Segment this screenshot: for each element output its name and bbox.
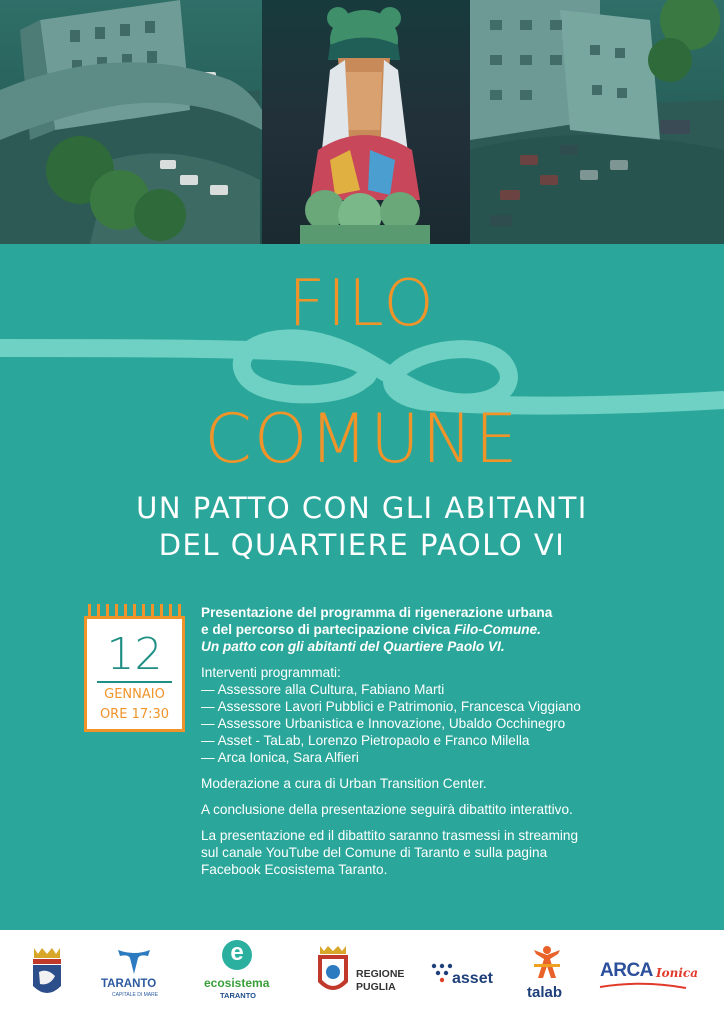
arca-logo-script: Ionica (656, 966, 698, 980)
speaker-item: — Assessore Urbanistica e Innovazione, Ubaldo Occhinegro (201, 716, 566, 731)
calendar-divider (97, 681, 172, 683)
description-line-1: Presentazione del programma di rigenerazione urbana (201, 605, 553, 620)
ecosistema-e-logo: e (222, 940, 252, 970)
title-line-2: COMUNE (204, 400, 520, 479)
event-description (201, 604, 641, 878)
speaker-item: — Assessore Lavori Pubblici e Patrimonio, Francesca Viggiano (201, 699, 581, 714)
description-line-2 (201, 621, 641, 638)
calendar-month: GENNAIO (104, 687, 165, 702)
description-line-2-text: e del percorso di partecipazione civica (201, 622, 455, 637)
regione-logo-line-1: REGIONE (356, 968, 405, 980)
taranto-t-logo (116, 946, 152, 976)
speaker-item: — Asset - TaLab, Lorenzo Pietropaolo e Franco Milella (201, 733, 530, 748)
streaming-line-3: Facebook Ecosistema Taranto. (201, 862, 388, 877)
speaker-item: — Assessore alla Cultura, Fabiano Marti (201, 682, 445, 697)
talab-logo-name: talab (527, 984, 563, 1001)
conclusion-text: A conclusione della presentazione seguirà dibattito interattivo. (201, 802, 573, 817)
calendar-time: ORE 17:30 (99, 707, 170, 722)
calendar-day: 12 (106, 629, 163, 680)
taranto-coat-of-arms-logo (30, 946, 64, 1002)
calendar-date-box (84, 616, 185, 732)
taranto-logo-name: TARANTO (101, 978, 157, 990)
asset-dots-logo (430, 962, 454, 984)
description-line-3: Un patto con gli abitanti del Quartiere Paolo VI. (201, 639, 505, 654)
talab-figure-logo (530, 944, 564, 984)
ecosistema-logo-name: ecosistema (204, 976, 270, 990)
asset-logo-name: asset (452, 970, 493, 987)
moderation-text: Moderazione a cura di Urban Transition Center. (201, 776, 487, 791)
taranto-logo-tagline: CAPITALE DI MARE (112, 992, 159, 998)
regione-puglia-emblem-logo (316, 944, 350, 1000)
regione-logo-line-2: PUGLIA (356, 981, 396, 993)
description-project-name: Filo-Comune. (454, 622, 541, 637)
streaming-line-1: La presentazione ed il dibattito saranno trasmessi in streaming (201, 828, 579, 843)
subtitle-line-1: UN PATTO CON GLI ABITANTI (136, 491, 588, 525)
title-line-1: FILO (288, 267, 436, 341)
subtitle-line-2: DEL QUARTIERE PAOLO VI (158, 528, 566, 562)
speaker-item: — Arca Ionica, Sara Alfieri (201, 750, 359, 765)
header-photo (0, 0, 724, 244)
sponsor-logo-bar (0, 930, 724, 1024)
streaming-line-2: sul canale YouTube del Comune di Taranto e sulla pagina (201, 845, 548, 860)
ecosistema-logo-city: TARANTO (220, 991, 256, 1000)
aerial-mural-illustration (0, 0, 724, 244)
arca-swoosh-icon (598, 982, 688, 992)
arca-logo-name: ARCA (600, 960, 653, 981)
speakers-heading: Interventi programmati: (201, 665, 341, 680)
